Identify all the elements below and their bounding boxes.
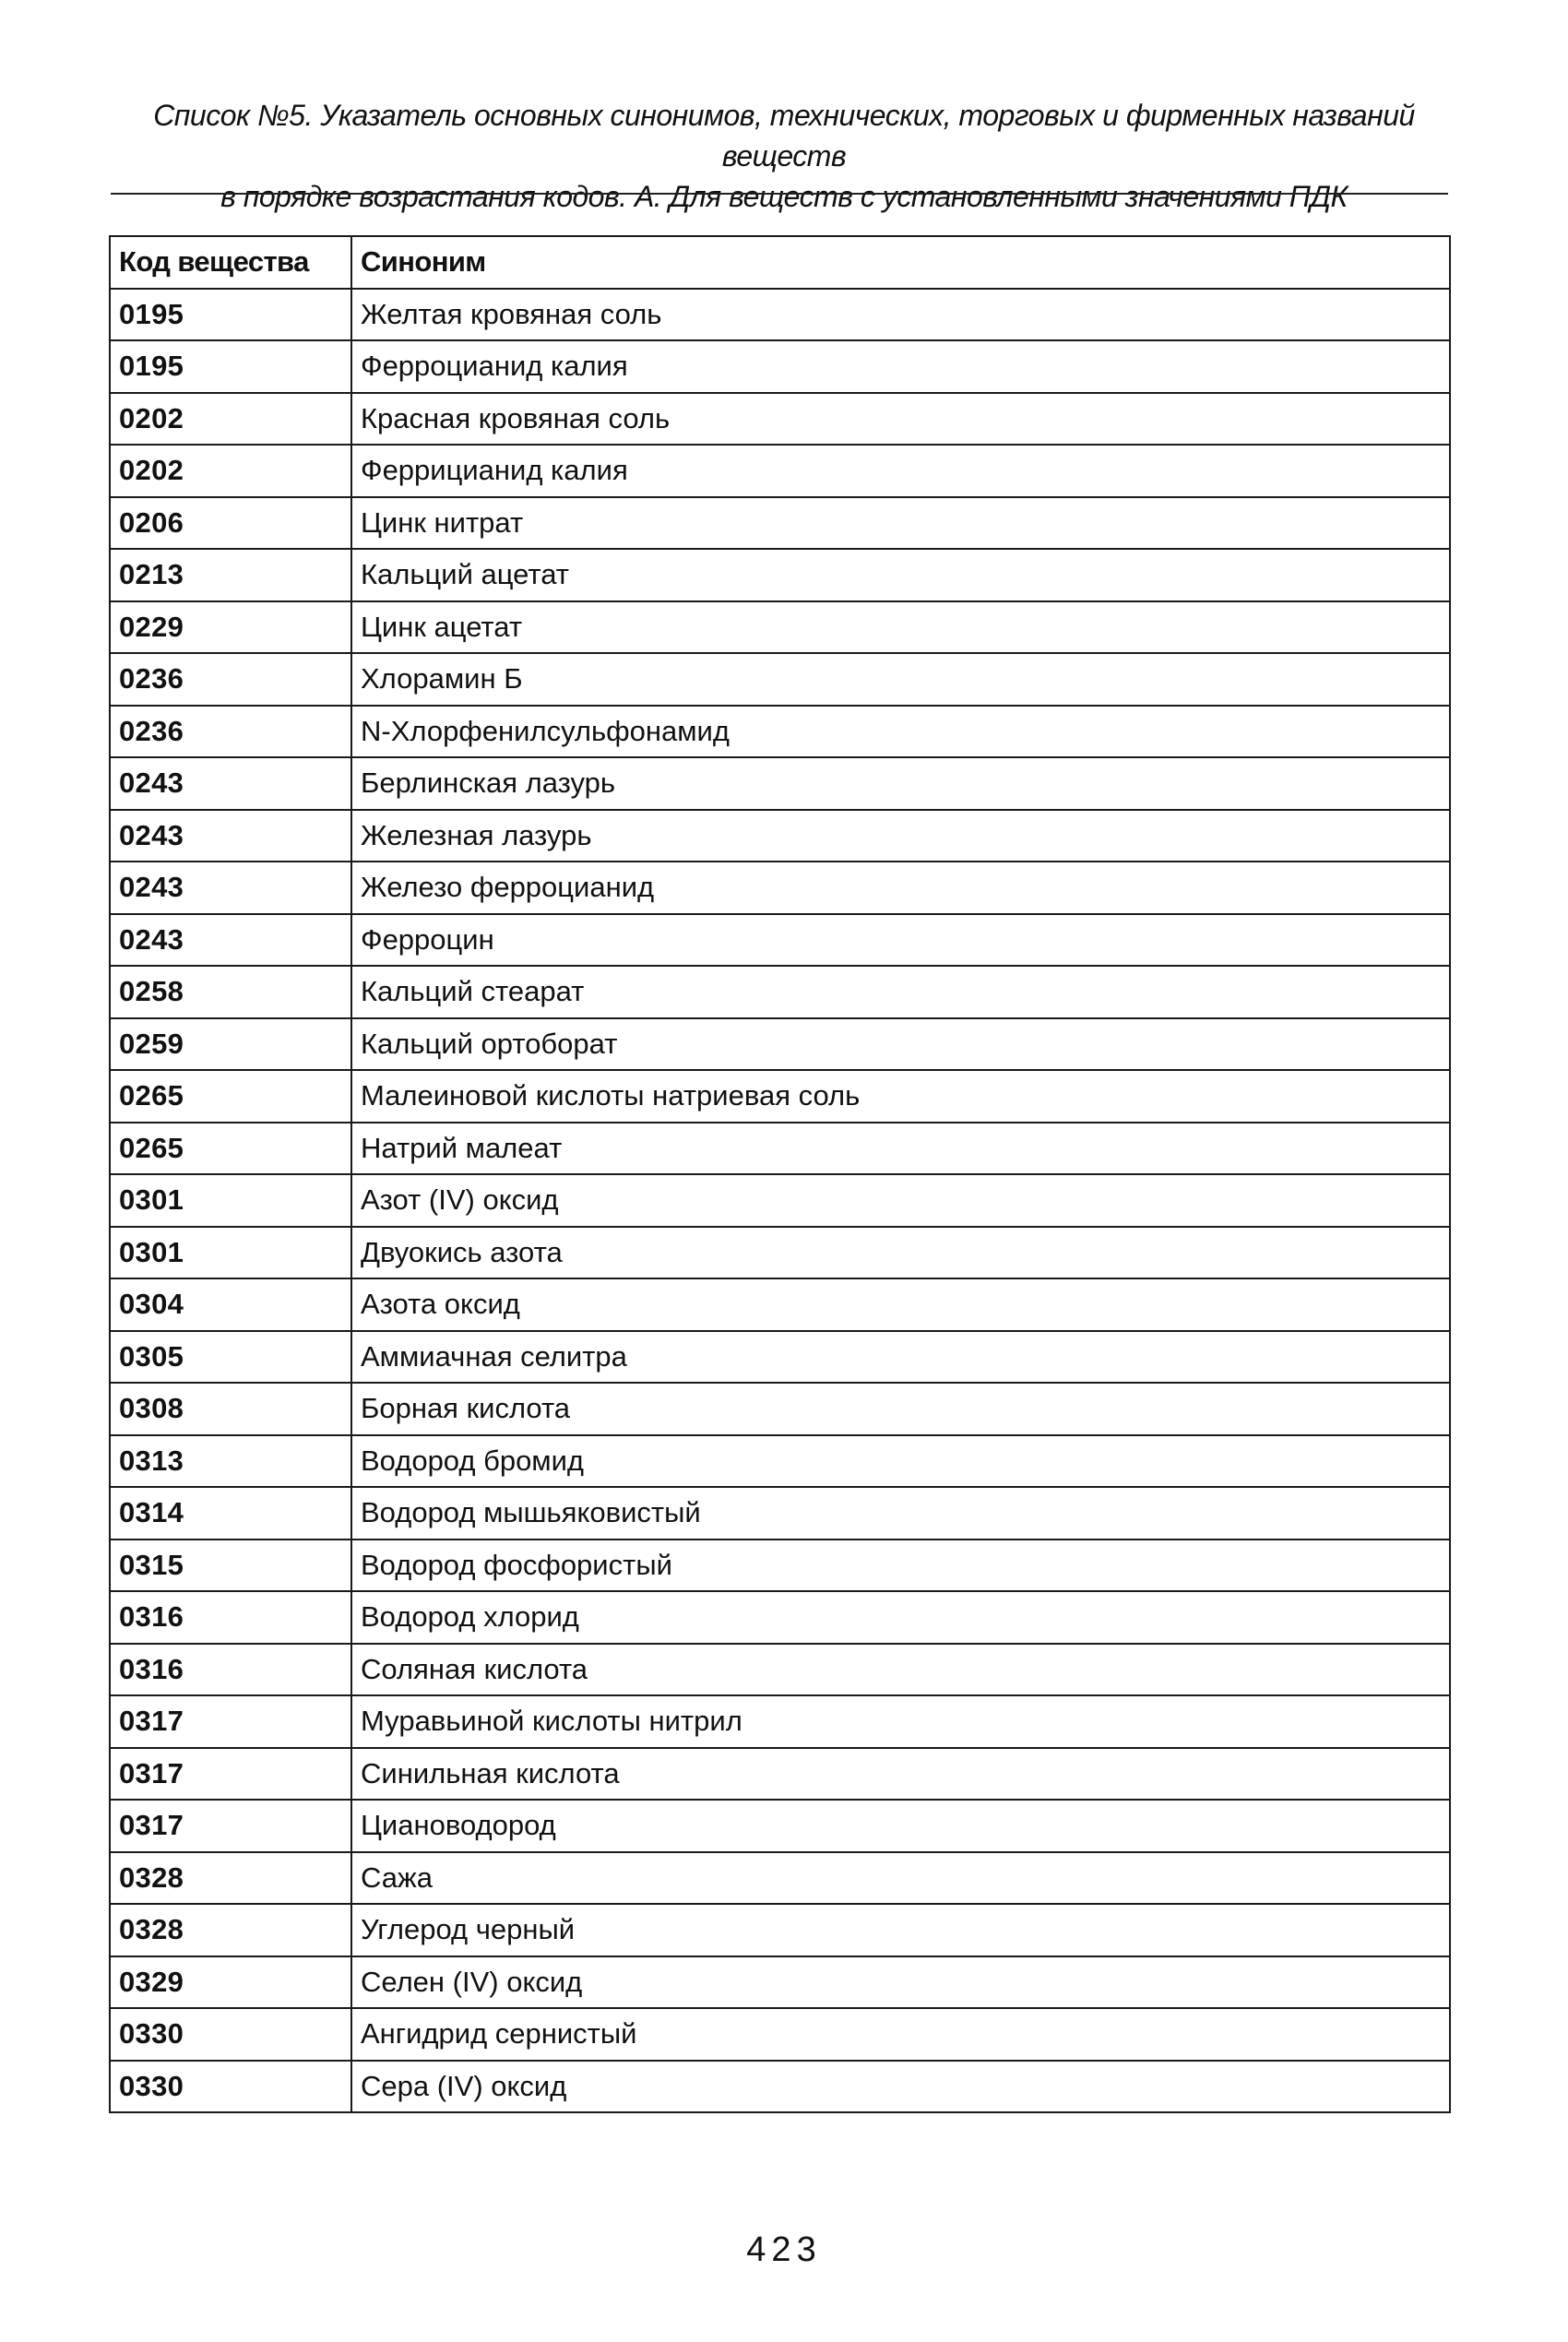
substance-code-cell: 0315 xyxy=(110,1540,351,1592)
table-row xyxy=(110,289,1450,341)
table-row xyxy=(110,2008,1450,2061)
synonym-cell: Желтая кровяная соль xyxy=(351,289,1450,341)
synonym-cell: Соляная кислота xyxy=(351,1644,1450,1696)
synonym-cell: Селен (IV) оксид xyxy=(351,1956,1450,2009)
synonym-cell: Кальций ацетат xyxy=(351,549,1450,601)
table-row xyxy=(110,1591,1450,1644)
table-row xyxy=(110,1800,1450,1852)
substance-code-cell: 0202 xyxy=(110,393,351,446)
substance-code-cell: 0243 xyxy=(110,810,351,862)
table-row xyxy=(110,914,1450,967)
substance-code-cell: 0202 xyxy=(110,445,351,497)
substance-code-cell: 0328 xyxy=(110,1852,351,1905)
synonym-cell: Кальций ортоборат xyxy=(351,1018,1450,1071)
synonym-cell: Железо ферроцианид xyxy=(351,862,1450,914)
table-row xyxy=(110,1227,1450,1279)
synonym-cell: Феррицианид калия xyxy=(351,445,1450,497)
table-row xyxy=(110,1904,1450,1956)
substance-code-cell: 0317 xyxy=(110,1695,351,1748)
synonym-cell: Натрий малеат xyxy=(351,1123,1450,1175)
synonym-cell: Водород бромид xyxy=(351,1435,1450,1488)
table-row xyxy=(110,1540,1450,1592)
synonym-cell: Цинк нитрат xyxy=(351,497,1450,550)
substance-code-cell: 0316 xyxy=(110,1591,351,1644)
synonym-cell: Азот (IV) оксид xyxy=(351,1174,1450,1227)
substance-code-cell: 0213 xyxy=(110,549,351,601)
substance-code-cell: 0229 xyxy=(110,601,351,654)
table-row xyxy=(110,2061,1450,2113)
synonym-cell: Двуокись азота xyxy=(351,1227,1450,1279)
substance-code-cell: 0329 xyxy=(110,1956,351,2009)
synonym-cell: Муравьиной кислоты нитрил xyxy=(351,1695,1450,1748)
substance-code-cell: 0258 xyxy=(110,966,351,1018)
synonym-cell: Кальций стеарат xyxy=(351,966,1450,1018)
synonym-cell: Ферроцин xyxy=(351,914,1450,967)
synonym-cell: Хлорамин Б xyxy=(351,653,1450,706)
table-row xyxy=(110,1487,1450,1540)
substance-code-cell: 0304 xyxy=(110,1278,351,1331)
synonym-cell: Углерод черный xyxy=(351,1904,1450,1956)
table-row xyxy=(110,757,1450,810)
table-row xyxy=(110,1852,1450,1905)
substance-code-cell: 0317 xyxy=(110,1800,351,1852)
column-header-code: Код вещества xyxy=(110,236,351,289)
substance-code-cell: 0243 xyxy=(110,914,351,967)
synonym-cell: Железная лазурь xyxy=(351,810,1450,862)
substance-code-cell: 0301 xyxy=(110,1227,351,1279)
table-header-row xyxy=(110,236,1450,289)
table-row xyxy=(110,1331,1450,1384)
substance-code-cell: 0308 xyxy=(110,1383,351,1435)
substance-code-cell: 0236 xyxy=(110,653,351,706)
table-row xyxy=(110,1018,1450,1071)
substance-code-cell: 0301 xyxy=(110,1174,351,1227)
substance-code-cell: 0305 xyxy=(110,1331,351,1384)
synonym-cell: Борная кислота xyxy=(351,1383,1450,1435)
substance-code-cell: 0317 xyxy=(110,1748,351,1801)
synonym-cell: Берлинская лазурь xyxy=(351,757,1450,810)
table-row xyxy=(110,601,1450,654)
substance-code-cell: 0316 xyxy=(110,1644,351,1696)
substance-code-cell: 0265 xyxy=(110,1070,351,1123)
header-divider xyxy=(111,193,1448,195)
table-row xyxy=(110,445,1450,497)
synonym-cell: Сера (IV) оксид xyxy=(351,2061,1450,2113)
substance-code-cell: 0243 xyxy=(110,862,351,914)
substance-code-cell: 0206 xyxy=(110,497,351,550)
synonym-cell: Циановодород xyxy=(351,1800,1450,1852)
synonym-cell: Сажа xyxy=(351,1852,1450,1905)
table-row xyxy=(110,810,1450,862)
table-row xyxy=(110,1383,1450,1435)
substance-code-cell: 0265 xyxy=(110,1123,351,1175)
table-row xyxy=(110,1070,1450,1123)
substance-code-cell: 0330 xyxy=(110,2008,351,2061)
substance-code-cell: 0330 xyxy=(110,2061,351,2113)
synonyms-table xyxy=(109,235,1451,2113)
synonym-cell: Синильная кислота xyxy=(351,1748,1450,1801)
synonym-cell: Ферроцианид калия xyxy=(351,340,1450,393)
table-row xyxy=(110,1644,1450,1696)
page-header xyxy=(111,95,1457,217)
synonym-cell: Цинк ацетат xyxy=(351,601,1450,654)
column-header-synonym: Синоним xyxy=(351,236,1450,289)
table-body xyxy=(110,289,1450,2113)
table-row xyxy=(110,1174,1450,1227)
synonym-cell: Ангидрид сернистый xyxy=(351,2008,1450,2061)
table-row xyxy=(110,549,1450,601)
table-row xyxy=(110,1956,1450,2009)
table-row xyxy=(110,1695,1450,1748)
table-row xyxy=(110,653,1450,706)
synonym-cell: Красная кровяная соль xyxy=(351,393,1450,446)
substance-code-cell: 0195 xyxy=(110,340,351,393)
header-line-1: Список №5. Указатель основных синонимов, технических, торговых и фирменных названий веществ xyxy=(153,99,1415,172)
synonym-cell: Водород хлорид xyxy=(351,1591,1450,1644)
synonym-cell: N-Хлорфенилсульфонамид xyxy=(351,706,1450,758)
substance-code-cell: 0195 xyxy=(110,289,351,341)
header-line-2: в порядке возрастания кодов. А. Для веществ с установленными значениями ПДК xyxy=(220,180,1348,213)
synonym-cell: Малеиновой кислоты натриевая соль xyxy=(351,1070,1450,1123)
substance-code-cell: 0243 xyxy=(110,757,351,810)
synonym-cell: Аммиачная селитра xyxy=(351,1331,1450,1384)
substance-code-cell: 0259 xyxy=(110,1018,351,1071)
table-row xyxy=(110,1278,1450,1331)
substance-code-cell: 0313 xyxy=(110,1435,351,1488)
table-row xyxy=(110,1123,1450,1175)
page-number: 423 xyxy=(746,2230,822,2269)
table-row xyxy=(110,497,1450,550)
synonym-cell: Азота оксид xyxy=(351,1278,1450,1331)
table-row xyxy=(110,393,1450,446)
synonym-cell: Водород фосфористый xyxy=(351,1540,1450,1592)
table-row xyxy=(110,706,1450,758)
table-row xyxy=(110,340,1450,393)
substance-code-cell: 0314 xyxy=(110,1487,351,1540)
table-row xyxy=(110,966,1450,1018)
table-row xyxy=(110,862,1450,914)
substance-code-cell: 0236 xyxy=(110,706,351,758)
substance-code-cell: 0328 xyxy=(110,1904,351,1956)
table-row xyxy=(110,1748,1450,1801)
synonym-cell: Водород мышьяковистый xyxy=(351,1487,1450,1540)
table-row xyxy=(110,1435,1450,1488)
